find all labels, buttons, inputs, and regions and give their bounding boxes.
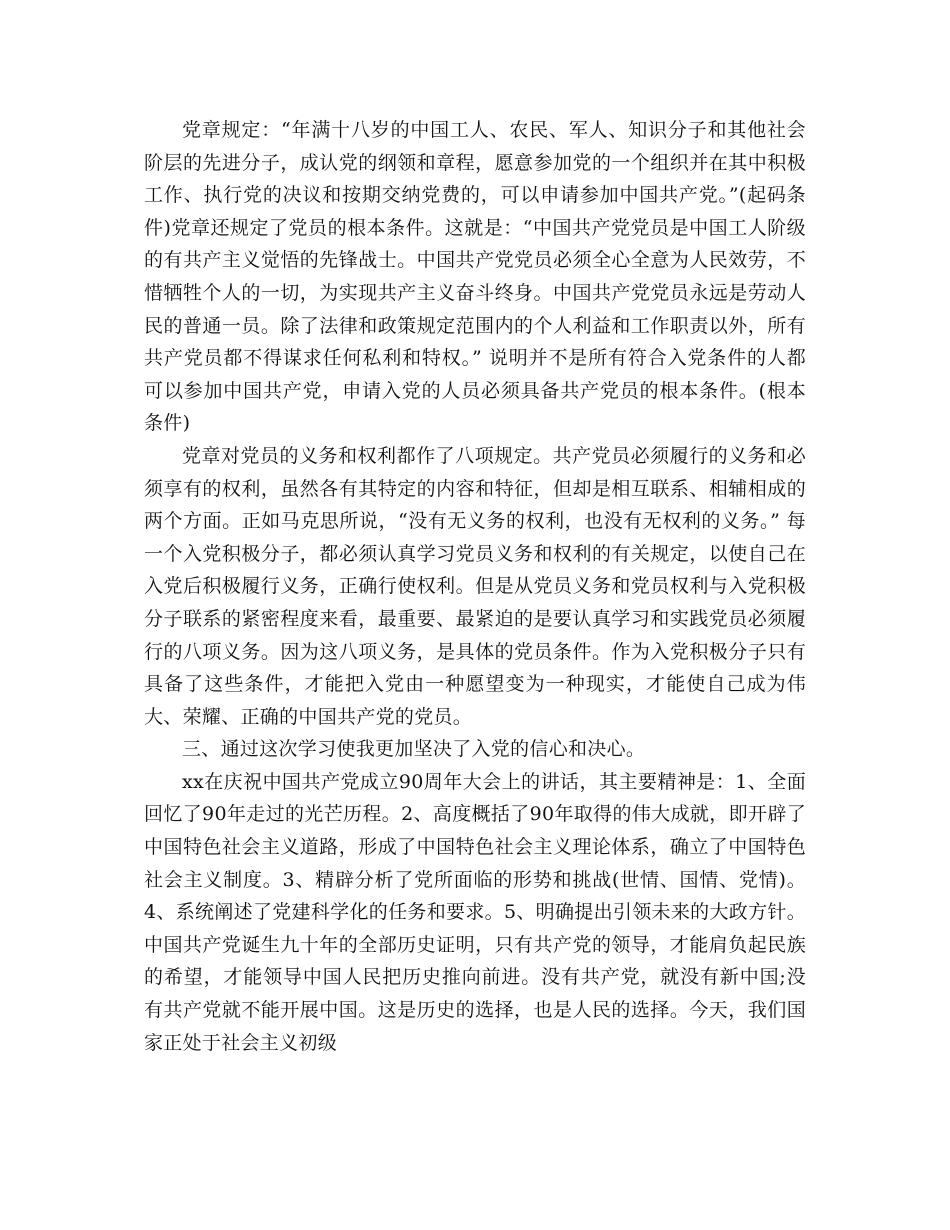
paragraph-duties-and-rights: 党章对党员的义务和权利都作了八项规定。共产党员必须履行的义务和必须享有的权利，虽然各有其特定的内容和特征，但却是相互联系、相辅相成的两个方面。正如马克思所说，“没有无义务的权利，也没有无权利的义务。” 每一个入党积极分子，都必须认真学习党员义务和权利的有关规定，以使自己在入党后积极履行义务，正确行使权利。但是从党员义务和党员权利与入党积极分子联系的紧密程度来看，最重要、最紧迫的是要认真学习和实践党员必须履行的八项义务。因为这八项义务，是具体的党员条件。作为入党积极分子只有具备了这些条件，才能把入党由一种愿望变为一种现实，才能使自己成为伟大、荣耀、正确的中国共产党的党员。 xyxy=(144,444,806,728)
paragraph-party-constitution-conditions: 党章规定：“年满十八岁的中国工人、农民、军人、知识分子和其他社会阶层的先进分子，成认党的纲领和章程，愿意参加党的一个组织并在其中积极工作、执行党的决议和按期交纳党费的，可以申请参加中国共产党。”(起码条件)党章还规定了党员的根本条件。这就是：“中国共产党党员是中国工人阶级的有共产主义觉悟的先锋战士。中国共产党党员必须全心全意为人民效劳，不惜牺牲个人的一切，为实现共产主义奋斗终身。中国共产党党员永远是劳动人民的普通一员。除了法律和政策规定范围内的个人利益和工作职责以外，所有共产党员都不得谋求任何私利和特权。” 说明并不是所有符合入党条件的人都可以参加中国共产党，申请入党的人员必须具备共产党员的根本条件。(根本条件) xyxy=(144,119,806,435)
paragraph-section-three-heading: 三、通过这次学习使我更加坚决了入党的信心和决心。 xyxy=(182,738,646,761)
paragraph-90th-anniversary-speech: xx在庆祝中国共产党成立90周年大会上的讲话，其主要精神是：1、全面回忆了90年走过的光芒历程。2、高度概括了90年取得的伟大成就，即开辟了中国特色社会主义道路，形成了中国特色社会主义理论体系，确立了中国特色社会主义制度。3、精辟分析了党所面临的形势和挑战(世情、国情、党情)。4、系统阐述了党建科学化的任务和要求。5、明确提出引领未来的大政方针。中国共产党诞生九十年的全部历史证明，只有共产党的领导，才能肩负起民族的希望，才能领导中国人民把历史推向前进。没有共产党，就没有新中国;没有共产党就不能开展中国。这是历史的选择，也是人民的选择。今天，我们国家正处于社会主义初级 xyxy=(144,770,806,1054)
document-body xyxy=(144,114,806,1059)
